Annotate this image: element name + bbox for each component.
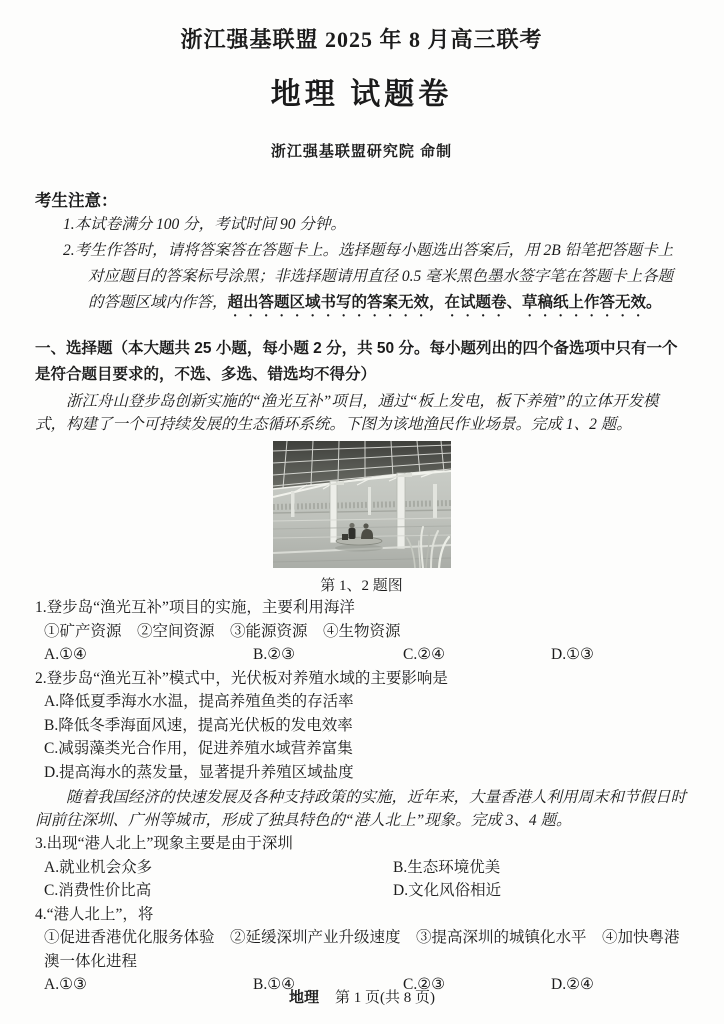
question-2-option-b: B.降低冬季海面风速，提高光伏板的发电效率 [44, 716, 353, 734]
page-footer [0, 988, 724, 1008]
question-4-stem: 4.“港人北上”，将 [35, 905, 154, 923]
question-4-option-b: B.①④ [253, 976, 296, 993]
raft-reflection [335, 545, 383, 552]
fisherman-left [348, 523, 355, 539]
question-1-stem: 1.登步岛“渔光互补”项目的实施，主要利用海洋 [35, 599, 355, 616]
question-3-options-row-1 [35, 856, 688, 880]
notice-heading: 考生注意： [35, 192, 118, 210]
question-3-option-d: D.文化风俗相近 [393, 882, 502, 899]
question-2-option-d: D.提高海水的蒸发量，显著提升养殖区域盐度 [44, 763, 354, 781]
subject-title: 地理 试题卷 [270, 78, 453, 111]
question-1-option-d: D.①③ [551, 646, 594, 663]
section-1-heading: 一、选择题（本大题共 25 小题，每小题 2 分，共 50 分。每小题列出的四个备选项中只有一个是符合题目要求的，不选、多选、错选均不得分） [35, 340, 678, 383]
passage-2: 随着我国经济的快速发展及各种支持政策的实施，近年来，大量香港人利用周末和节假日时间前往深圳、广州等城市，形成了独具特色的“港人北上”现象。完成 3、4 题。 [35, 789, 687, 829]
question-1-option-b: B.②③ [253, 646, 296, 663]
footer-page-number: 第 1 页(共 8 页) [335, 990, 435, 1006]
question-3-options-row-2 [35, 879, 688, 903]
fishing-under-solar-panels-photo [273, 441, 451, 568]
question-1-options [35, 643, 688, 667]
notice-item-2 [63, 238, 688, 320]
figure-caption: 第 1、2 题图 [320, 578, 403, 594]
question-1-numbered-items: ①矿产资源 ②空间资源 ③能源资源 ④生物资源 [44, 622, 401, 640]
notice-item-2-emphasis: 超出答题区域书写的答案无效，在试题卷、草稿纸上作答无效。 [227, 294, 662, 311]
question-4-option-a: A.①③ [44, 976, 87, 993]
question-1 [35, 596, 688, 667]
question-3 [35, 832, 688, 903]
passage-1: 浙江舟山登步岛创新实施的“渔光互补”项目，通过“板上发电，板下养殖”的立体开发模式，构建了一个可持续发展的生态循环系统。下图为该地渔民作业场景。完成 1、2 题。 [35, 393, 659, 433]
question-1-option-c: C.②④ [403, 646, 446, 663]
question-4-option-d: D.②④ [551, 976, 594, 993]
question-2-option-a: A.降低夏季海水水温，提高养殖鱼类的存活率 [44, 693, 354, 710]
question-2-option-c: C.减弱藻类光合作用，促进养殖水域营养富集 [44, 740, 353, 757]
exam-title: 浙江强基联盟 2025 年 8 月高三联考 [180, 27, 543, 52]
issuer-line: 浙江强基联盟研究院 命制 [270, 143, 453, 160]
question-2-stem: 2.登步岛“渔光互补”模式中，光伏板对养殖水域的主要影响是 [35, 669, 448, 687]
question-4-numbered-items: ①促进香港优化服务体验 ②延缓深圳产业升级速度 ③提高深圳的城镇化水平 ④加快粤港澳一体化进程 [44, 929, 680, 970]
question-3-option-c: C.消费性价比高 [44, 882, 152, 899]
notice-item-2-text: 2.考生作答时，请将答案答在答题卡上。选择题每小题选出答案后，用 2B 铅笔把答题卡上对应题目的答案标号涂黑；非选择题请用直径 0.5 毫米黑色墨水签字笔在答题卡上各题的答题区域内作答， [63, 242, 674, 311]
footer-subject: 地理 [288, 989, 319, 1006]
question-1-option-a: A.①④ [44, 646, 87, 663]
notice-item-1: 1.本试卷满分 100 分，考试时间 90 分钟。 [63, 216, 346, 233]
question-4-option-c: C.②③ [403, 976, 446, 993]
figure-q1-q2 [35, 441, 688, 596]
question-3-option-a: A.就业机会众多 [44, 858, 153, 876]
gear-basket [342, 534, 348, 540]
question-3-stem: 3.出现“港人北上”现象主要是由于深圳 [35, 835, 293, 852]
question-2 [35, 667, 688, 785]
question-3-option-b: B.生态环境优美 [393, 858, 501, 876]
question-4 [35, 903, 688, 997]
